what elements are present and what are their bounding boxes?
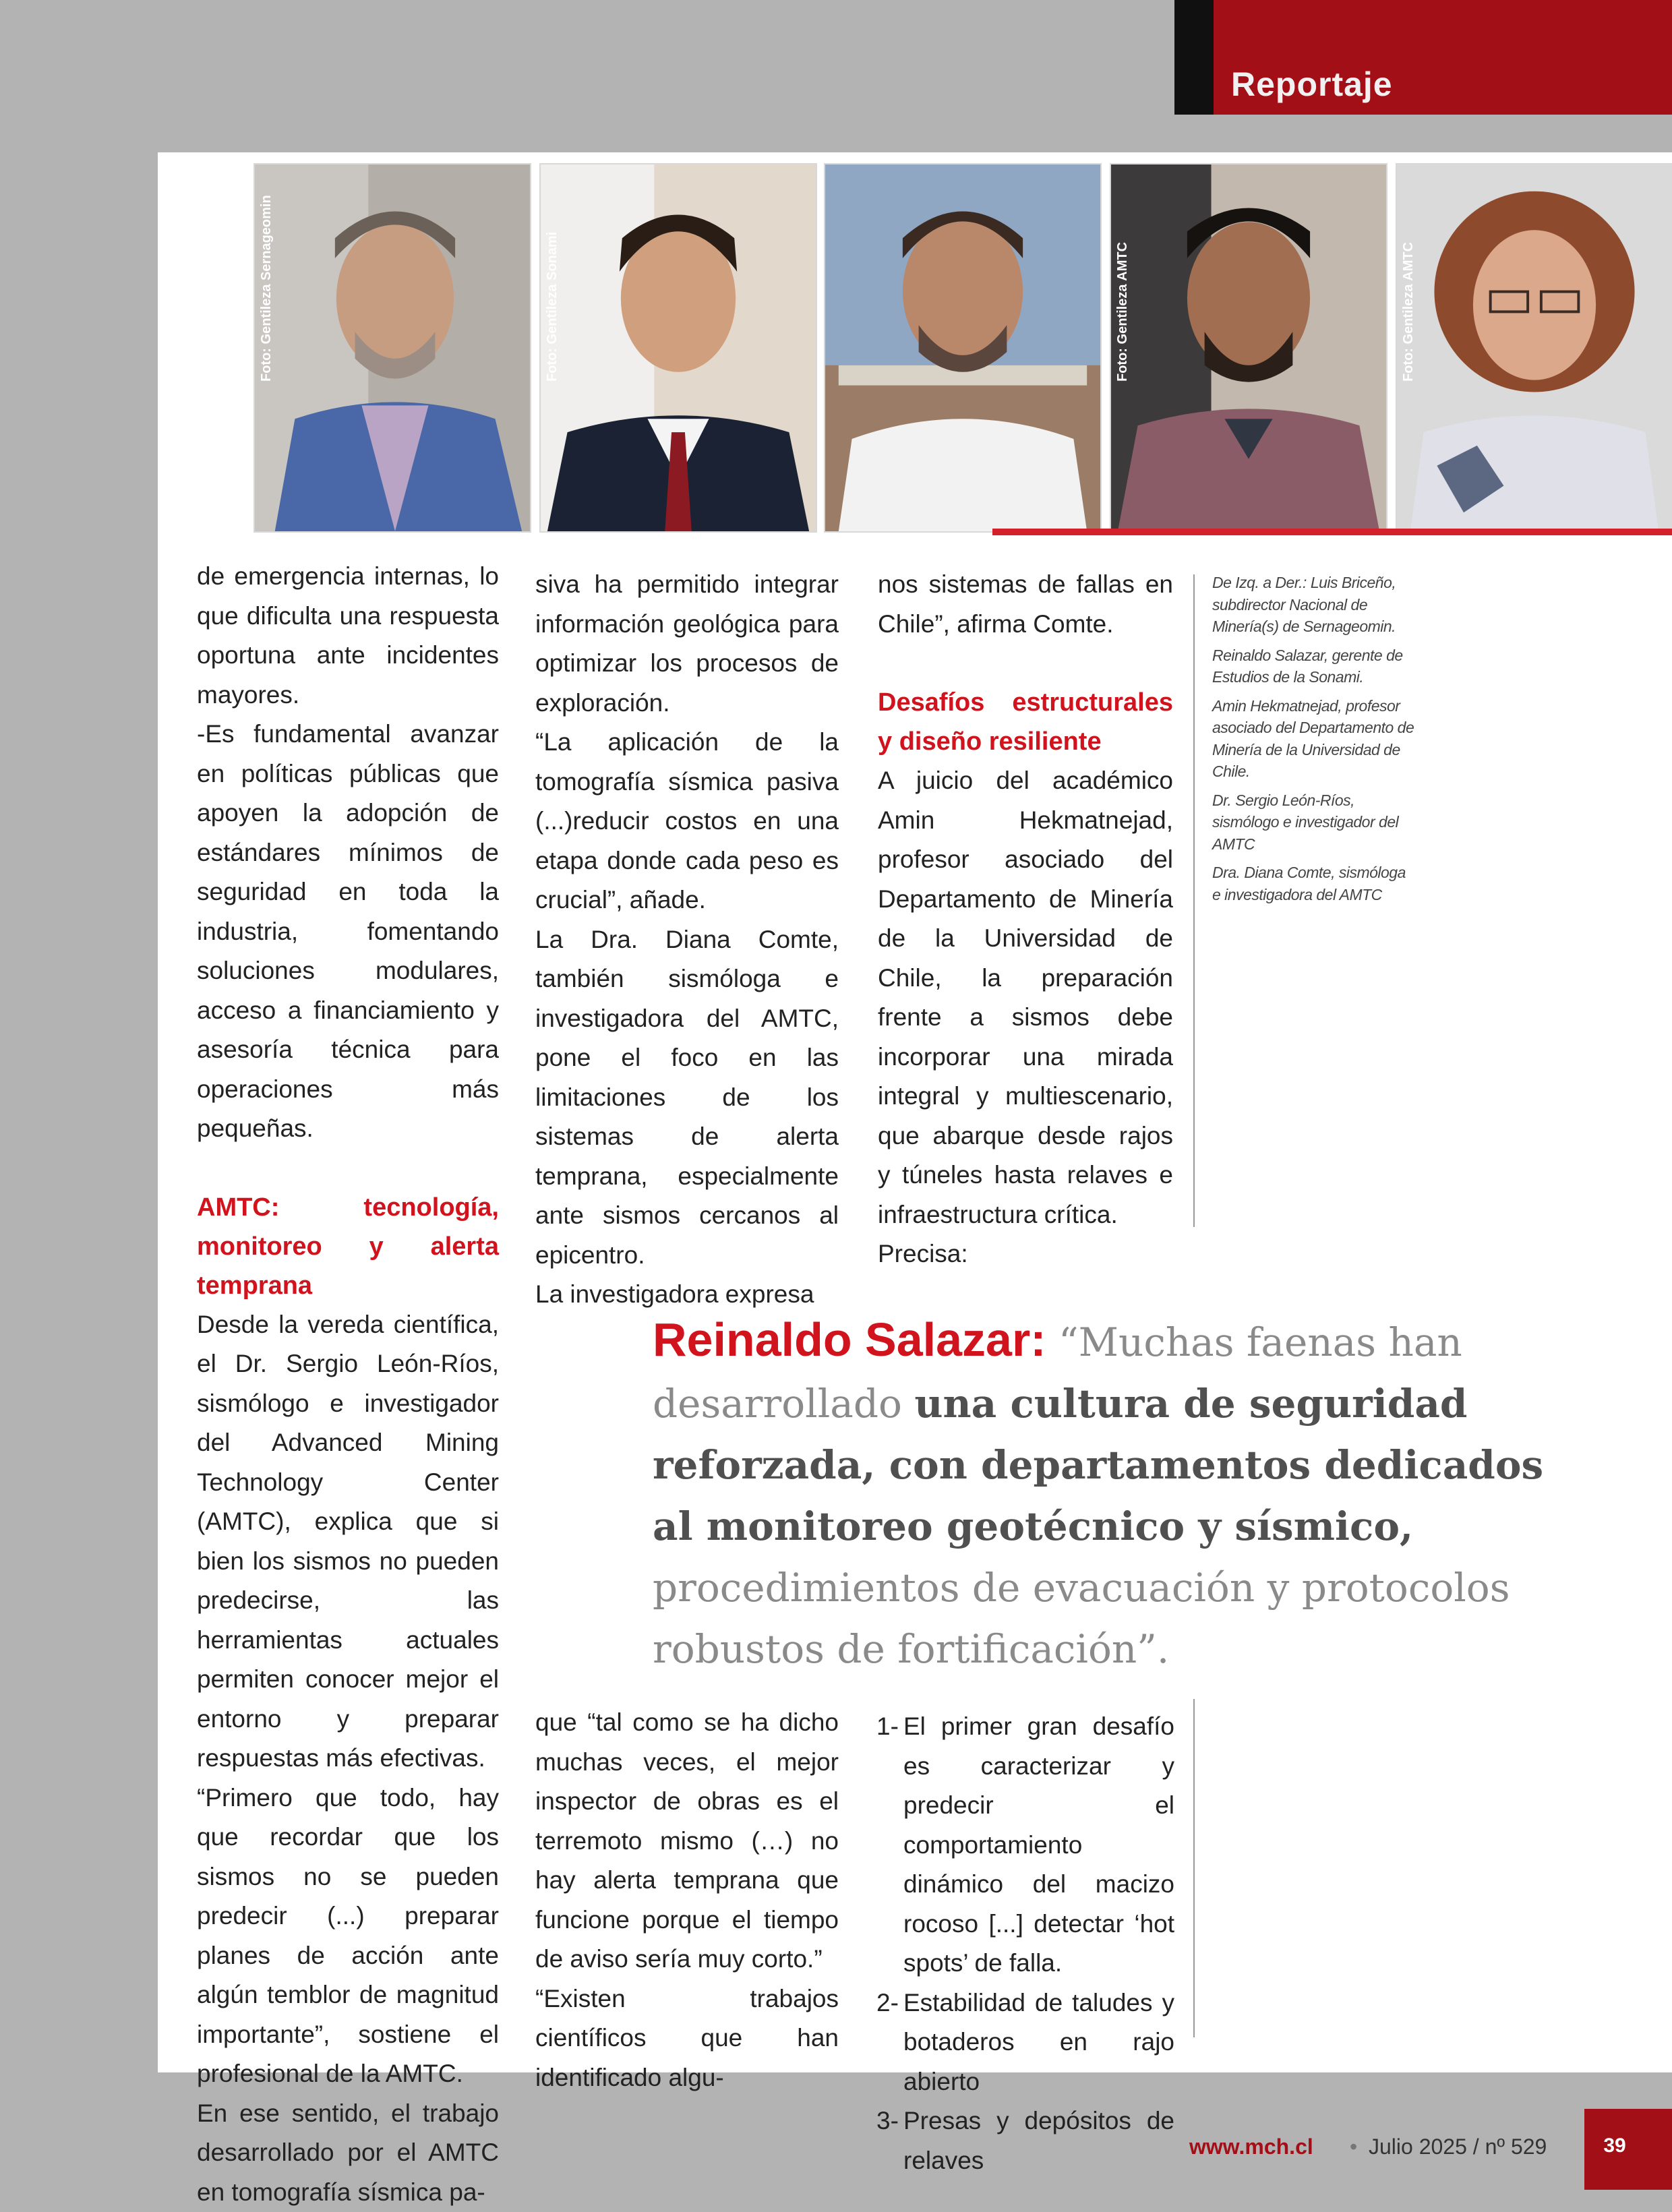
footer-separator: • [1350, 2134, 1357, 2159]
pull-quote [653, 1309, 1549, 1680]
col3-paragraph-3: Precisa: [878, 1234, 1173, 1274]
list-item: 1- El primer gran desafío es caracterizar y predecir el comportamiento dinámico del macizo rocoso [...] detectar ‘hot spots’ de falla. [876, 1707, 1174, 1983]
section-heading-amtc: AMTC: tecnología, monitoreo y alerta temprana [197, 1188, 499, 1305]
portrait-amin-hekmatnejad [824, 163, 1102, 533]
column-1 [197, 557, 499, 2212]
footer-issue: Julio 2025 / nº 529 [1369, 2134, 1547, 2159]
col2b-paragraph-1: que “tal como se ha dicho muchas veces, el mejor inspector de obras es el terremoto mismo (…) no hay alerta temprana que funcione porque el tiempo de aviso sería muy corto.” [535, 1703, 839, 1979]
red-accent-bar [992, 529, 1672, 535]
col2-paragraph-3: La Dra. Diana Comte, también sismóloga e investigadora del AMTC, pone el foco en las limitaciones de los sistemas de alerta temprana, especialmente ante sismos cercanos al epicentro. [535, 920, 839, 1276]
quote-bold-text: una cultura de seguridad reforzada, con departamentos dedicados al monitoreo geotécnico y sísmico, [653, 1381, 1543, 1549]
section-label: Reportaje [1231, 65, 1393, 104]
col2-paragraph-4: La investigadora expresa [535, 1275, 839, 1315]
column-3-top [878, 565, 1173, 1274]
col1-paragraph-2: -Es fundamental avanzar en políticas públicas que apoyen la adopción de estándares mínimos de seguridad en toda la industria, fomentando soluciones modulares, acceso a financiamiento y asesoría técnica para operaciones más pequeñas. [197, 715, 499, 1149]
col1-paragraph-4: “Primero que todo, hay que recordar que los sismos no se pueden predecir (...) preparar planes de acción ante algún temblor de magnitud importante”, sostiene el profesional de la AMTC. [197, 1778, 499, 2094]
portrait-reinaldo-salazar [539, 163, 817, 533]
col3-paragraph-1: nos sistemas de fallas en Chile”, afirma Comte. [878, 565, 1173, 644]
caption-divider [1193, 574, 1195, 1227]
col2b-paragraph-2: “Existen trabajos científicos que han identificado algu- [535, 1979, 839, 2098]
photo-credit-3: Foto: Gentileza AMTC [1115, 242, 1131, 382]
column-2-bottom [535, 1703, 839, 2097]
col1-paragraph-1: de emergencia internas, lo que dificulta una respuesta oportuna ante incidentes mayores. [197, 557, 499, 715]
col2-paragraph-1: siva ha permitido integrar información geológica para optimizar los procesos de exploración. [535, 565, 839, 723]
column-divider [1193, 1699, 1195, 2037]
quote-text-2: procedimientos de evacuación y protocolos robustos de fortificación”. [653, 1565, 1510, 1672]
page-number: 39 [1584, 2134, 1645, 2157]
list-item: 2- Estabilidad de taludes y botaderos en rajo abierto [876, 1983, 1174, 2102]
list-item: 3- Presas y depósitos de relaves [876, 2101, 1174, 2180]
photo-credit-2: Foto: Gentileza Sonami [545, 232, 560, 382]
portrait-diana-comte [1396, 163, 1672, 533]
col1-paragraph-5: En ese sentido, el trabajo desarrollado por el AMTC en tomografía sísmica pa- [197, 2094, 499, 2212]
caption-line-4: Dr. Sergio León-Ríos, sismólogo e investigador del AMTC [1212, 789, 1414, 856]
col1-paragraph-3: Desde la vereda científica, el Dr. Sergio León-Ríos, sismólogo e investigador del Advanced Mining Technology Center (AMTC), explica que si bien los sismos no pueden predecirse, las herramientas actuales permiten conocer mejor el entorno y preparar respuestas más efectivas. [197, 1305, 499, 1778]
photo-credit-4: Foto: Gentileza AMTC [1401, 242, 1416, 382]
col3-paragraph-2: A juicio del académico Amin Hekmatnejad, profesor asociado del Departamento de Minería de la Universidad de Chile, la preparación frente a sismos debe incorporar una mirada integral y multiescenario, que abarque desde rajos y túneles hasta relaves e infraestructura crítica. [878, 761, 1173, 1234]
portrait-luis-briceno [253, 163, 531, 533]
caption-line-2: Reinaldo Salazar, gerente de Estudios de la Sonami. [1212, 645, 1414, 688]
column-2-top [535, 565, 839, 1315]
portrait-sergio-leon-rios [1110, 163, 1387, 533]
caption-line-1: De Izq. a Der.: Luis Briceño, subdirector Nacional de Minería(s) de Sernageomin. [1212, 572, 1414, 638]
challenge-list [876, 1707, 1174, 2180]
photo-credit-1: Foto: Gentileza Sernageomin [259, 195, 274, 382]
header-black-tab [1174, 0, 1214, 115]
photo-caption [1212, 572, 1414, 912]
section-heading-desafios: Desafíos estructurales y diseño resiliente [878, 683, 1173, 761]
col2-paragraph-2: “La aplicación de la tomografía sísmica pasiva (...)reducir costos en una etapa donde cada peso es crucial”, añade. [535, 723, 839, 920]
quote-speaker: Reinaldo Salazar: [653, 1313, 1046, 1366]
caption-line-5: Dra. Diana Comte, sismóloga e investigadora del AMTC [1212, 862, 1414, 905]
footer-url[interactable]: www.mch.cl [1189, 2134, 1313, 2159]
quote-text-1: “Muchas faenas han desarrollado [653, 1319, 1462, 1427]
caption-line-3: Amin Hekmatnejad, profesor asociado del Departamento de Minería de la Universidad de Chile. [1212, 695, 1414, 783]
